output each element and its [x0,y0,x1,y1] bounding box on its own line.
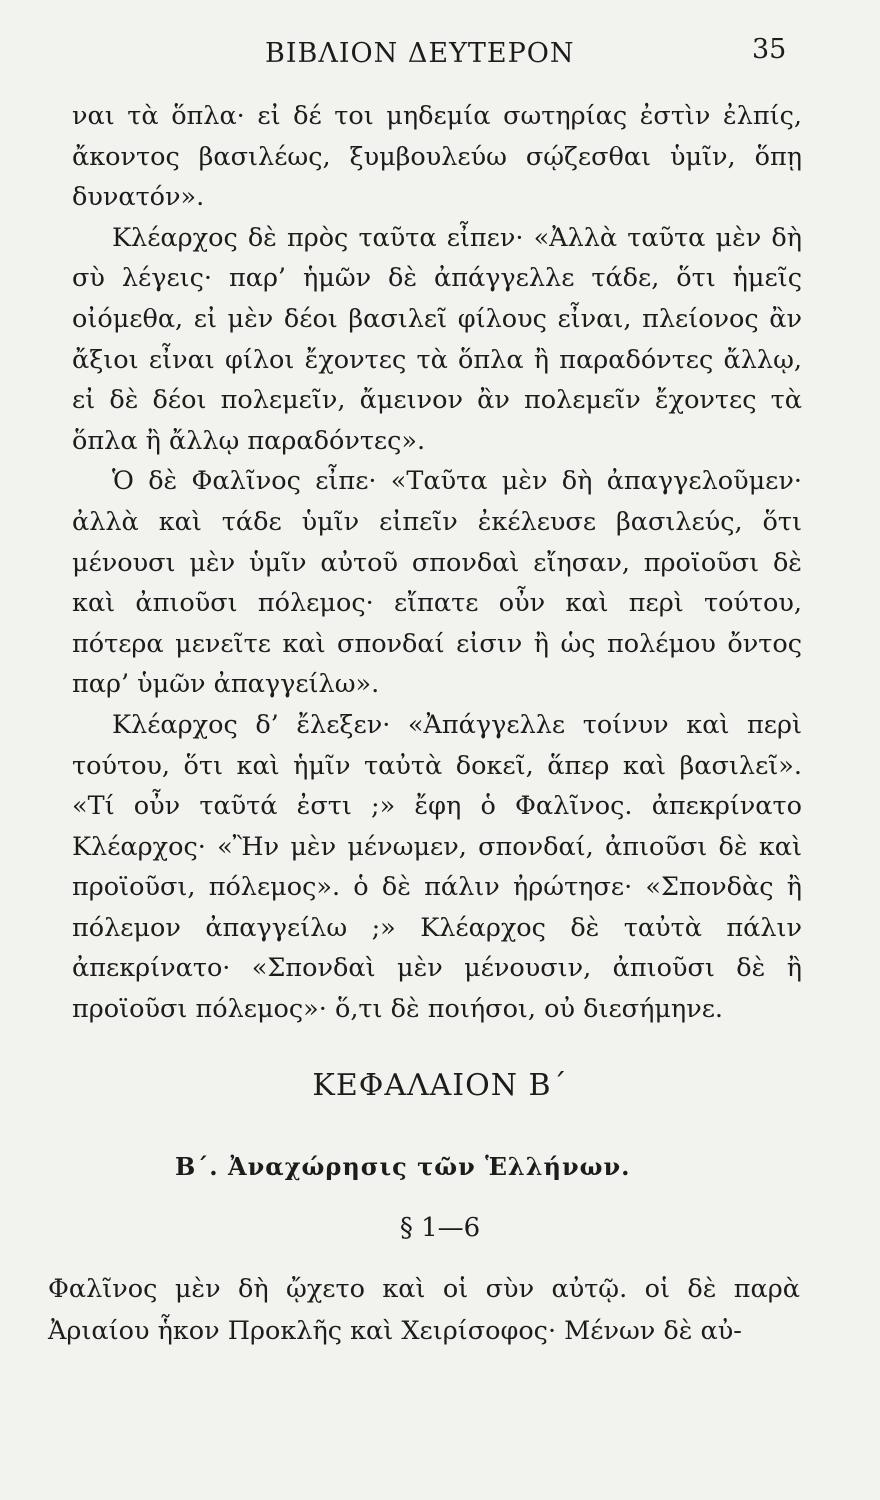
paragraph: Κλέαρχος δ’ ἔλεξεν· «Ἀπάγγελλε τοίνυν καὶ περὶ τούτου, ὅτι καὶ ἡμῖν ταὐτὰ δοκεῖ, ἅπερ καὶ βασιλεῖ». «Τί οὖν ταῦτά ἐστι ;» ἔφη ὁ Φαλῖνος. ἀπεκρίνατο Κλέαρχος· «Ἢν μὲν μένωμεν, σπονδαί, ἀπιοῦσι δὲ καὶ προϊοῦσι, πόλεμος». ὁ δὲ πάλιν ἠρώτησε· «Σπονδὰς ἢ πόλεμον ἀπαγγείλω ;» Κλέαρχος δὲ ταὐτὰ πάλιν ἀπεκρίνατο· «Σπονδαὶ μὲν μένουσιν, ἀπιοῦσι δὲ ἢ προϊοῦσι πόλεμος»· ὅ,τι δὲ ποιήσοι, οὐ διεσήμηνε. [72,709,802,1025]
main-text [72,96,802,1030]
paragraph: Ὁ δὲ Φαλῖνος εἶπε· «Ταῦτα μὲν δὴ ἀπαγγελοῦμεν· ἀλλὰ καὶ τάδε ὑμῖν εἰπεῖν ἐκέλευσε βασιλεύς, ὅτι μένουσι μὲν ὑμῖν αὐτοῦ σπονδαὶ εἴησαν, προϊοῦσι δὲ καὶ ἀπιοῦσι πόλεμος· εἴπατε οὖν καὶ περὶ τούτου, πότερα μενεῖτε καὶ σπονδαί εἰσιν ἢ ὡς πολέμου ὄντος παρ’ ὑμῶν ἀπαγγείλω». [72,466,802,700]
running-title: ΒΙΒΛΙΟΝ ΔΕΥΤΕΡΟΝ [265,38,575,69]
chapter-opening-text [48,1268,800,1352]
chapter-title: ΚΕΦΑΛΑΙΟΝ Β΄ [312,1068,568,1103]
section-reference: § 1—6 [399,1213,481,1243]
page-number: 35 [752,34,787,65]
section-heading: Β΄. Ἀναχώρησις τῶν Ἑλλήνων. [175,1152,631,1181]
paragraph: Φαλῖνος μὲν δὴ ᾤχετο καὶ οἱ σὺν αὐτῷ. οἱ δὲ παρὰ Ἀριαίου ἧκον Προκλῆς καὶ Χειρίσοφος· Μένων δὲ αὐ- [48,1274,800,1346]
running-head [0,34,880,78]
paragraph: ναι τὰ ὅπλα· εἰ δέ τοι μηδεμία σωτηρίας ἐστὶν ἐλπίς, ἄκοντος βασιλέως, ξυμβουλεύω σῴζεσθαι ὑμῖν, ὅπῃ δυνατόν». [72,101,802,213]
paragraph: Κλέαρχος δὲ πρὸς ταῦτα εἶπεν· «Ἀλλὰ ταῦτα μὲν δὴ σὺ λέγεις· παρ’ ἡμῶν δὲ ἀπάγγελλε τάδε, ὅτι ἡμεῖς οἰόμεθα, εἰ μὲν δέοι βασιλεῖ φίλους εἶναι, πλείονος ἂν ἄξιοι εἶναι φίλοι ἔχοντες τὰ ὅπλα ἢ παραδόντες ἄλλῳ, εἰ δὲ δέοι πολεμεῖν, ἄμεινον ἂν πολεμεῖν ἔχοντες τὰ ὅπλα ἢ ἄλλῳ παραδόντες». [72,222,802,456]
